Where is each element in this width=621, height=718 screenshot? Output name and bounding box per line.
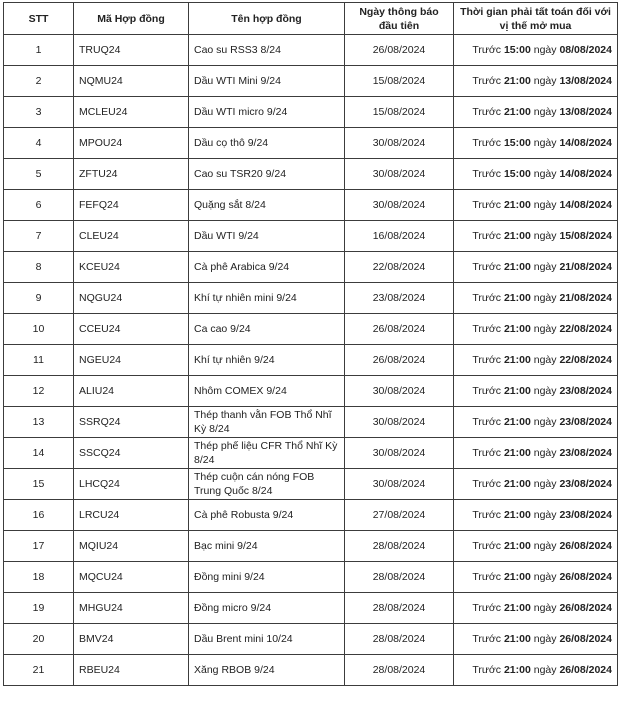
- header-first-notice-date: Ngày thông báo đầu tiên: [345, 3, 454, 35]
- cell-contract-name: Đồng mini 9/24: [189, 562, 345, 593]
- deadline-time: 21:00: [503, 571, 531, 583]
- cell-first-notice-date: 26/08/2024: [345, 35, 454, 66]
- cell-settlement-deadline: [454, 252, 618, 283]
- cell-first-notice-date: 28/08/2024: [345, 593, 454, 624]
- table-row: [4, 283, 618, 314]
- cell-stt: 10: [4, 314, 74, 345]
- cell-first-notice-date: 30/08/2024: [345, 469, 454, 500]
- cell-contract-name: Cao su TSR20 9/24: [189, 159, 345, 190]
- deadline-date: 15/08/2024: [559, 230, 612, 242]
- cell-contract-name: Dầu WTI micro 9/24: [189, 97, 345, 128]
- table-row: [4, 221, 618, 252]
- deadline-day-word: ngày: [533, 447, 557, 459]
- cell-contract-code: SSCQ24: [74, 438, 189, 469]
- header-contract-code: Mã Hợp đồng: [74, 3, 189, 35]
- deadline-date: 26/08/2024: [559, 540, 612, 552]
- deadline-prefix: Trước: [472, 137, 502, 149]
- cell-first-notice-date: 28/08/2024: [345, 655, 454, 686]
- cell-stt: 12: [4, 376, 74, 407]
- deadline-day-word: ngày: [533, 323, 557, 335]
- cell-stt: 20: [4, 624, 74, 655]
- header-row: [4, 3, 618, 35]
- deadline-day-word: ngày: [533, 633, 557, 645]
- cell-contract-code: BMV24: [74, 624, 189, 655]
- table-row: [4, 159, 618, 190]
- cell-first-notice-date: 26/08/2024: [345, 345, 454, 376]
- cell-contract-name: Đồng micro 9/24: [189, 593, 345, 624]
- cell-settlement-deadline: [454, 593, 618, 624]
- cell-settlement-deadline: [454, 469, 618, 500]
- deadline-prefix: Trước: [472, 323, 502, 335]
- cell-contract-name: Dầu cọ thô 9/24: [189, 128, 345, 159]
- cell-settlement-deadline: [454, 655, 618, 686]
- cell-contract-code: CLEU24: [74, 221, 189, 252]
- table-row: [4, 438, 618, 469]
- cell-contract-code: MQIU24: [74, 531, 189, 562]
- table-header: [4, 3, 618, 35]
- cell-contract-name: Cà phê Arabica 9/24: [189, 252, 345, 283]
- table-row: [4, 376, 618, 407]
- header-stt: STT: [4, 3, 74, 35]
- cell-settlement-deadline: [454, 66, 618, 97]
- table-row: [4, 655, 618, 686]
- deadline-date: 21/08/2024: [559, 292, 612, 304]
- cell-settlement-deadline: [454, 624, 618, 655]
- cell-settlement-deadline: [454, 35, 618, 66]
- cell-stt: 3: [4, 97, 74, 128]
- deadline-prefix: Trước: [472, 602, 502, 614]
- deadline-time: 21:00: [503, 385, 531, 397]
- table-body: [4, 35, 618, 686]
- cell-contract-name: Bạc mini 9/24: [189, 531, 345, 562]
- deadline-day-word: ngày: [533, 106, 557, 118]
- deadline-prefix: Trước: [472, 75, 502, 87]
- cell-first-notice-date: 26/08/2024: [345, 314, 454, 345]
- deadline-prefix: Trước: [472, 106, 502, 118]
- deadline-time: 21:00: [503, 664, 531, 676]
- cell-contract-code: ALIU24: [74, 376, 189, 407]
- cell-contract-code: KCEU24: [74, 252, 189, 283]
- deadline-date: 23/08/2024: [559, 385, 612, 397]
- cell-stt: 8: [4, 252, 74, 283]
- cell-first-notice-date: 27/08/2024: [345, 500, 454, 531]
- deadline-day-word: ngày: [533, 75, 557, 87]
- cell-settlement-deadline: [454, 190, 618, 221]
- deadline-date: 26/08/2024: [559, 664, 612, 676]
- cell-settlement-deadline: [454, 531, 618, 562]
- deadline-day-word: ngày: [533, 261, 557, 273]
- deadline-prefix: Trước: [472, 478, 502, 490]
- cell-contract-name: Ca cao 9/24: [189, 314, 345, 345]
- cell-settlement-deadline: [454, 314, 618, 345]
- deadline-day-word: ngày: [533, 137, 557, 149]
- deadline-day-word: ngày: [533, 478, 557, 490]
- deadline-day-word: ngày: [533, 509, 557, 521]
- cell-contract-name: Xăng RBOB 9/24: [189, 655, 345, 686]
- deadline-day-word: ngày: [533, 571, 557, 583]
- cell-contract-name: Nhôm COMEX 9/24: [189, 376, 345, 407]
- deadline-prefix: Trước: [472, 292, 502, 304]
- cell-stt: 6: [4, 190, 74, 221]
- header-settlement-deadline: Thời gian phải tất toán đối với vị thế mở mua: [454, 3, 618, 35]
- deadline-prefix: Trước: [472, 230, 502, 242]
- cell-contract-code: NQMU24: [74, 66, 189, 97]
- deadline-time: 21:00: [503, 354, 531, 366]
- deadline-prefix: Trước: [472, 633, 502, 645]
- cell-contract-name: Cao su RSS3 8/24: [189, 35, 345, 66]
- table-row: [4, 500, 618, 531]
- cell-first-notice-date: 30/08/2024: [345, 407, 454, 438]
- cell-settlement-deadline: [454, 221, 618, 252]
- cell-contract-name: Thép cuộn cán nóng FOB Trung Quốc 8/24: [189, 469, 345, 500]
- cell-contract-code: MPOU24: [74, 128, 189, 159]
- deadline-prefix: Trước: [472, 261, 502, 273]
- deadline-date: 13/08/2024: [559, 75, 612, 87]
- cell-first-notice-date: 30/08/2024: [345, 159, 454, 190]
- cell-stt: 9: [4, 283, 74, 314]
- cell-contract-name: Khí tự nhiên 9/24: [189, 345, 345, 376]
- cell-first-notice-date: 28/08/2024: [345, 562, 454, 593]
- header-contract-name: Tên hợp đồng: [189, 3, 345, 35]
- deadline-time: 21:00: [503, 323, 531, 335]
- deadline-prefix: Trước: [472, 168, 502, 180]
- deadline-day-word: ngày: [533, 44, 557, 56]
- cell-first-notice-date: 23/08/2024: [345, 283, 454, 314]
- cell-stt: 16: [4, 500, 74, 531]
- table-row: [4, 314, 618, 345]
- deadline-date: 22/08/2024: [559, 354, 612, 366]
- deadline-prefix: Trước: [472, 385, 502, 397]
- table-row: [4, 66, 618, 97]
- cell-contract-code: LHCQ24: [74, 469, 189, 500]
- deadline-date: 26/08/2024: [559, 602, 612, 614]
- table-row: [4, 128, 618, 159]
- cell-contract-name: Thép thanh vằn FOB Thổ Nhĩ Kỳ 8/24: [189, 407, 345, 438]
- cell-stt: 21: [4, 655, 74, 686]
- deadline-day-word: ngày: [533, 354, 557, 366]
- deadline-day-word: ngày: [533, 602, 557, 614]
- cell-first-notice-date: 15/08/2024: [345, 66, 454, 97]
- deadline-time: 21:00: [503, 106, 531, 118]
- deadline-prefix: Trước: [472, 664, 502, 676]
- deadline-prefix: Trước: [472, 571, 502, 583]
- cell-stt: 15: [4, 469, 74, 500]
- cell-stt: 7: [4, 221, 74, 252]
- deadline-time: 15:00: [503, 137, 531, 149]
- deadline-date: 23/08/2024: [559, 478, 612, 490]
- table-row: [4, 252, 618, 283]
- deadline-time: 15:00: [503, 44, 531, 56]
- cell-contract-code: SSRQ24: [74, 407, 189, 438]
- cell-stt: 13: [4, 407, 74, 438]
- deadline-prefix: Trước: [472, 354, 502, 366]
- deadline-day-word: ngày: [533, 540, 557, 552]
- cell-first-notice-date: 28/08/2024: [345, 624, 454, 655]
- table-row: [4, 190, 618, 221]
- cell-stt: 1: [4, 35, 74, 66]
- deadline-date: 26/08/2024: [559, 571, 612, 583]
- deadline-date: 14/08/2024: [559, 168, 612, 180]
- deadline-time: 15:00: [503, 168, 531, 180]
- deadline-time: 21:00: [503, 509, 531, 521]
- cell-settlement-deadline: [454, 500, 618, 531]
- cell-contract-code: RBEU24: [74, 655, 189, 686]
- cell-contract-name: Khí tự nhiên mini 9/24: [189, 283, 345, 314]
- deadline-date: 23/08/2024: [559, 447, 612, 459]
- cell-contract-code: NQGU24: [74, 283, 189, 314]
- deadline-time: 21:00: [503, 447, 531, 459]
- deadline-time: 21:00: [503, 602, 531, 614]
- deadline-day-word: ngày: [533, 199, 557, 211]
- cell-contract-code: FEFQ24: [74, 190, 189, 221]
- deadline-day-word: ngày: [533, 385, 557, 397]
- cell-contract-name: Cà phê Robusta 9/24: [189, 500, 345, 531]
- cell-first-notice-date: 28/08/2024: [345, 531, 454, 562]
- cell-settlement-deadline: [454, 159, 618, 190]
- deadline-prefix: Trước: [472, 199, 502, 211]
- cell-first-notice-date: 30/08/2024: [345, 128, 454, 159]
- cell-first-notice-date: 16/08/2024: [345, 221, 454, 252]
- cell-settlement-deadline: [454, 283, 618, 314]
- table-row: [4, 624, 618, 655]
- deadline-prefix: Trước: [472, 44, 502, 56]
- cell-contract-name: Dầu WTI Mini 9/24: [189, 66, 345, 97]
- cell-first-notice-date: 22/08/2024: [345, 252, 454, 283]
- table-row: [4, 35, 618, 66]
- cell-settlement-deadline: [454, 376, 618, 407]
- deadline-time: 21:00: [503, 199, 531, 211]
- cell-first-notice-date: 30/08/2024: [345, 376, 454, 407]
- deadline-day-word: ngày: [533, 292, 557, 304]
- deadline-date: 26/08/2024: [559, 633, 612, 645]
- deadline-day-word: ngày: [533, 664, 557, 676]
- deadline-date: 22/08/2024: [559, 323, 612, 335]
- deadline-date: 23/08/2024: [559, 416, 612, 428]
- cell-contract-code: CCEU24: [74, 314, 189, 345]
- cell-contract-code: NGEU24: [74, 345, 189, 376]
- deadline-prefix: Trước: [472, 416, 502, 428]
- deadline-day-word: ngày: [533, 168, 557, 180]
- deadline-date: 14/08/2024: [559, 137, 612, 149]
- table-row: [4, 562, 618, 593]
- cell-contract-code: LRCU24: [74, 500, 189, 531]
- cell-contract-name: Dầu WTI 9/24: [189, 221, 345, 252]
- deadline-day-word: ngày: [533, 230, 557, 242]
- cell-contract-code: MHGU24: [74, 593, 189, 624]
- cell-stt: 11: [4, 345, 74, 376]
- cell-contract-code: ZFTU24: [74, 159, 189, 190]
- cell-stt: 5: [4, 159, 74, 190]
- deadline-prefix: Trước: [472, 509, 502, 521]
- table-row: [4, 531, 618, 562]
- deadline-time: 21:00: [503, 261, 531, 273]
- deadline-date: 13/08/2024: [559, 106, 612, 118]
- cell-contract-name: Thép phế liệu CFR Thổ Nhĩ Kỳ 8/24: [189, 438, 345, 469]
- deadline-prefix: Trước: [472, 447, 502, 459]
- contracts-table: [3, 2, 618, 686]
- deadline-time: 21:00: [503, 230, 531, 242]
- cell-settlement-deadline: [454, 438, 618, 469]
- deadline-date: 21/08/2024: [559, 261, 612, 273]
- deadline-date: 14/08/2024: [559, 199, 612, 211]
- table-row: [4, 407, 618, 438]
- cell-settlement-deadline: [454, 128, 618, 159]
- cell-stt: 18: [4, 562, 74, 593]
- table-row: [4, 97, 618, 128]
- table-wrapper: [3, 2, 618, 686]
- cell-contract-name: Dầu Brent mini 10/24: [189, 624, 345, 655]
- cell-stt: 17: [4, 531, 74, 562]
- cell-first-notice-date: 30/08/2024: [345, 438, 454, 469]
- cell-settlement-deadline: [454, 345, 618, 376]
- cell-stt: 4: [4, 128, 74, 159]
- cell-settlement-deadline: [454, 97, 618, 128]
- cell-settlement-deadline: [454, 562, 618, 593]
- cell-contract-code: MCLEU24: [74, 97, 189, 128]
- cell-stt: 14: [4, 438, 74, 469]
- cell-contract-code: MQCU24: [74, 562, 189, 593]
- table-row: [4, 593, 618, 624]
- cell-first-notice-date: 15/08/2024: [345, 97, 454, 128]
- deadline-time: 21:00: [503, 292, 531, 304]
- cell-stt: 19: [4, 593, 74, 624]
- deadline-time: 21:00: [503, 416, 531, 428]
- table-row: [4, 469, 618, 500]
- deadline-date: 23/08/2024: [559, 509, 612, 521]
- deadline-prefix: Trước: [472, 540, 502, 552]
- deadline-time: 21:00: [503, 540, 531, 552]
- deadline-day-word: ngày: [533, 416, 557, 428]
- cell-contract-name: Quặng sắt 8/24: [189, 190, 345, 221]
- deadline-time: 21:00: [503, 75, 531, 87]
- deadline-time: 21:00: [503, 478, 531, 490]
- deadline-date: 08/08/2024: [559, 44, 612, 56]
- deadline-time: 21:00: [503, 633, 531, 645]
- cell-stt: 2: [4, 66, 74, 97]
- cell-contract-code: TRUQ24: [74, 35, 189, 66]
- table-row: [4, 345, 618, 376]
- cell-first-notice-date: 30/08/2024: [345, 190, 454, 221]
- cell-settlement-deadline: [454, 407, 618, 438]
